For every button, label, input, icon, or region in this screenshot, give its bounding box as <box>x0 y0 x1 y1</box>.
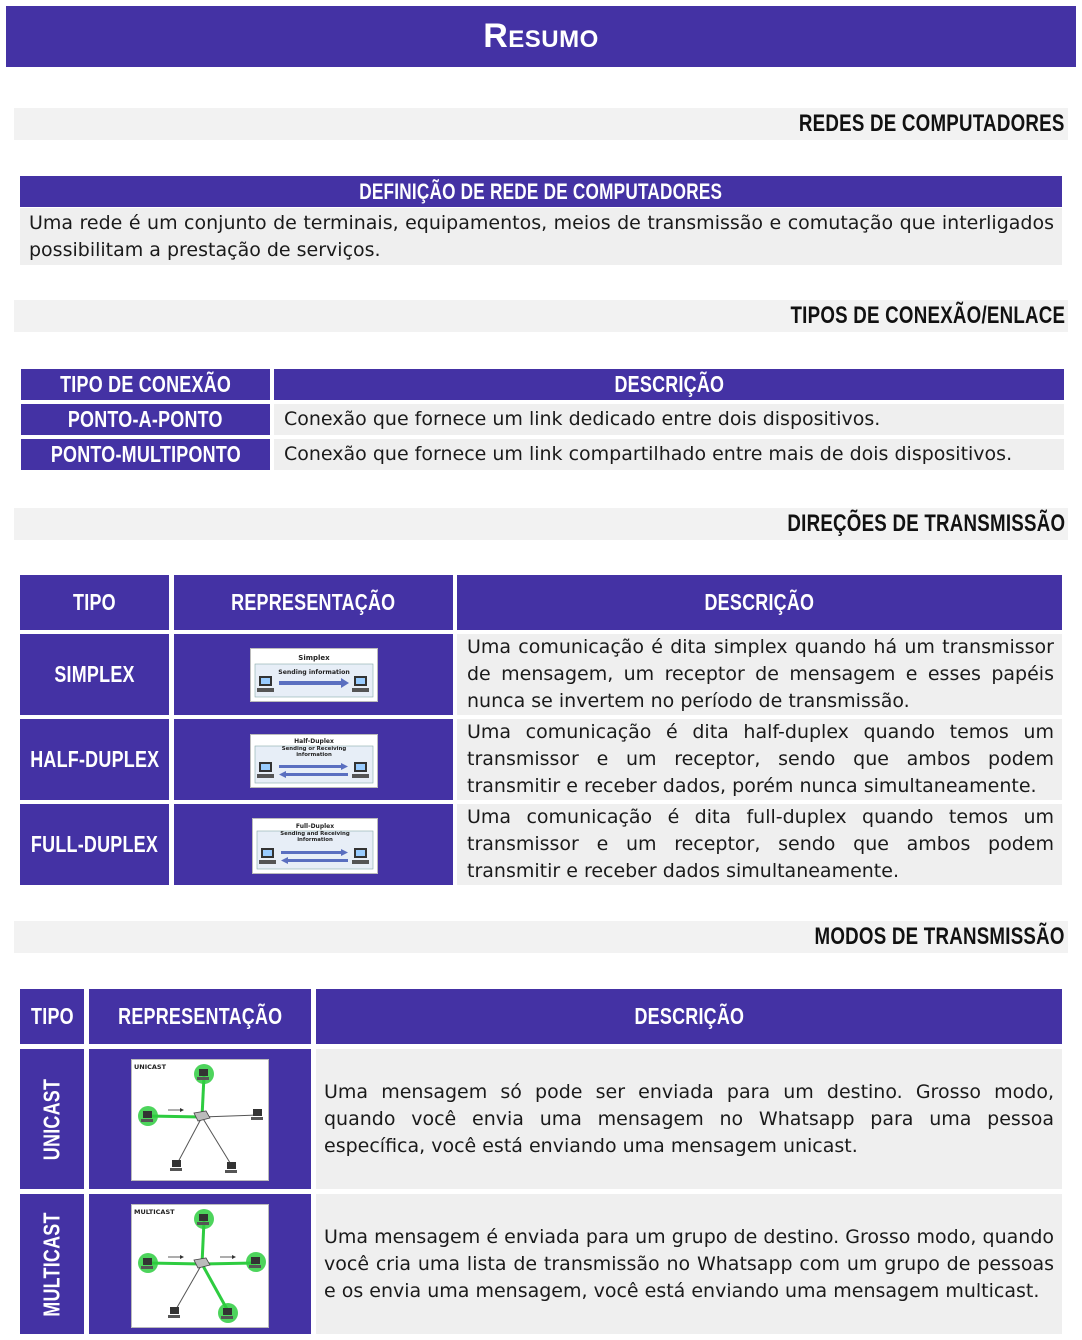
simplex-figure-caption: Sending information <box>278 669 350 676</box>
full-duplex-figure-title: Full-Duplex <box>295 823 335 830</box>
modos-header-representacao <box>89 989 311 1044</box>
modos-header-descricao <box>316 989 1062 1044</box>
direcoes-row-descricao-text: Uma comunicação é dita half-duplex quando temos um transmissor e um receptor, sendo que ambos podem transmitir e receber dados, porém nunca simultaneamente. <box>467 721 1054 797</box>
direcoes-row-tipo-text: FULL-DUPLEX <box>30 831 159 857</box>
modos-row-tipo <box>20 1194 84 1334</box>
section-modos <box>14 921 1068 953</box>
multicast-figure-title: MULTICAST <box>134 1208 175 1216</box>
arrow-right-icon <box>220 1255 236 1259</box>
definicao-text-content: Uma rede é um conjunto de terminais, equipamentos, meios de transmissão e comutação que interligados possibilitam a prestação de serviços. <box>29 211 1054 261</box>
computer-icon <box>225 1162 237 1173</box>
computer-icon <box>352 762 369 778</box>
conexao-row-descricao <box>274 439 1064 470</box>
modos-header-tipo-text: TIPO <box>30 1003 74 1029</box>
full-duplex-figure-caption: Sending and Receiving information <box>280 831 350 843</box>
computer-icon <box>168 1307 180 1318</box>
modos-row-tipo-text: UNICAST <box>38 1078 65 1160</box>
direcoes-header-descricao-text: DESCRIÇÃO <box>704 589 815 615</box>
modos-row-descricao <box>316 1049 1062 1189</box>
direcoes-row-representacao <box>174 719 453 800</box>
conexao-row-tipo <box>21 439 270 470</box>
direcoes-header-representacao-text: REPRESENTAÇÃO <box>231 589 396 615</box>
conexao-row-descricao-text: Conexão que fornece um link dedicado entre dois dispositivos. <box>284 408 881 430</box>
arrow-right-icon <box>168 1255 184 1259</box>
direcoes-header-tipo-text: TIPO <box>73 589 116 615</box>
section-redes-title: REDES DE COMPUTADORES <box>799 110 1065 137</box>
computer-icon <box>251 1109 263 1120</box>
computer-icon <box>352 848 369 864</box>
direcoes-row-descricao <box>457 634 1062 715</box>
page-title: Resumo <box>483 17 599 55</box>
computer-icon <box>246 1252 266 1272</box>
direcoes-row-tipo <box>20 634 169 715</box>
conexao-header-descricao <box>274 369 1064 400</box>
computer-icon <box>138 1253 158 1273</box>
page-title-bar <box>6 6 1076 67</box>
conexao-header-tipo <box>21 369 270 400</box>
computer-icon <box>194 1209 214 1229</box>
section-modos-title: MODOS DE TRANSMISSÃO <box>814 923 1065 950</box>
conexao-row-tipo <box>21 404 270 435</box>
computer-icon <box>138 1106 158 1126</box>
half-duplex-figure-caption: Sending or Receiving information <box>281 746 347 758</box>
multicast-figure <box>131 1204 269 1328</box>
conexao-header-descricao-text: DESCRIÇÃO <box>614 371 724 397</box>
modos-header-tipo <box>20 989 84 1044</box>
computer-icon <box>352 676 369 692</box>
computer-icon <box>259 848 276 864</box>
direcoes-row-representacao <box>174 634 453 715</box>
simplex-figure <box>250 648 378 702</box>
section-direcoes <box>14 508 1068 540</box>
direcoes-row-descricao-text: Uma comunicação é dita full-duplex quando temos um transmissor e um receptor, sendo que ambos podem transmitir e receber dados simultaneamente. <box>467 806 1054 882</box>
direcoes-row-representacao <box>174 804 453 885</box>
modos-row-representacao <box>89 1194 311 1334</box>
half-duplex-figure <box>250 734 378 788</box>
unicast-figure-title: UNICAST <box>134 1063 167 1071</box>
switch-icon <box>194 1258 210 1268</box>
conexao-row-descricao <box>274 404 1064 435</box>
conexao-row-tipo-text: PONTO-A-PONTO <box>68 406 223 432</box>
definicao-text <box>20 208 1062 265</box>
direcoes-row-descricao-text: Uma comunicação é dita simplex quando há um transmissor de mensagem, um receptor de mensagem e esses papéis nunca se invertem no período de transmissão. <box>467 636 1054 712</box>
modos-row-descricao-text: Uma mensagem é enviada para um grupo de destino. Grosso modo, quando você cria uma lista de transmissão no Whatsapp com um grupo de pessoas e os envia uma mensagem, você está enviando uma mensagem multicast. <box>324 1225 1054 1302</box>
switch-icon <box>194 1111 210 1121</box>
section-direcoes-title: DIREÇÕES DE TRANSMISSÃO <box>787 510 1065 537</box>
direcoes-row-tipo-text: HALF-DUPLEX <box>29 746 160 772</box>
section-redes <box>14 108 1068 140</box>
computer-icon <box>170 1160 182 1171</box>
arrow-right-icon <box>168 1108 184 1112</box>
computer-icon <box>257 676 274 692</box>
direcoes-header-representacao <box>174 575 453 630</box>
unicast-figure <box>131 1059 269 1181</box>
direcoes-row-tipo-text: SIMPLEX <box>54 661 135 687</box>
full-duplex-figure <box>252 818 378 874</box>
conexao-row-tipo-text: PONTO-MULTIPONTO <box>50 441 241 467</box>
direcoes-row-tipo <box>20 804 169 885</box>
computer-icon <box>194 1064 214 1084</box>
conexao-row-descricao-text: Conexão que fornece um link compartilhado entre mais de dois dispositivos. <box>284 443 1013 465</box>
direcoes-row-descricao <box>457 719 1062 800</box>
modos-row-descricao <box>316 1194 1062 1334</box>
modos-row-descricao-text: Uma mensagem só pode ser enviada para um destino. Grosso modo, quando você envia uma mensagem no Whatsapp para uma pessoa específica, você está enviando uma mensagem unicast. <box>324 1080 1054 1157</box>
conexao-header-tipo-text: TIPO DE CONEXÃO <box>60 371 231 397</box>
direcoes-header-descricao <box>457 575 1062 630</box>
modos-row-representacao <box>89 1049 311 1189</box>
definicao-header-text: DEFINIÇÃO DE REDE DE COMPUTADORES <box>359 178 723 204</box>
direcoes-row-tipo <box>20 719 169 800</box>
direcoes-row-descricao <box>457 804 1062 885</box>
modos-row-tipo-text: MULTICAST <box>38 1211 65 1317</box>
computer-icon <box>218 1303 238 1323</box>
modos-header-representacao-text: REPRESENTAÇÃO <box>117 1003 283 1029</box>
modos-header-descricao-text: DESCRIÇÃO <box>634 1003 744 1029</box>
modos-row-tipo <box>20 1049 84 1189</box>
half-duplex-figure-title: Half-Duplex <box>294 738 334 745</box>
direcoes-header-tipo <box>20 575 169 630</box>
section-tipos <box>14 300 1068 332</box>
simplex-figure-title: Simplex <box>298 654 330 662</box>
definicao-header <box>20 176 1062 207</box>
computer-icon <box>257 762 274 778</box>
section-tipos-title: TIPOS DE CONEXÃO/ENLACE <box>790 302 1065 329</box>
